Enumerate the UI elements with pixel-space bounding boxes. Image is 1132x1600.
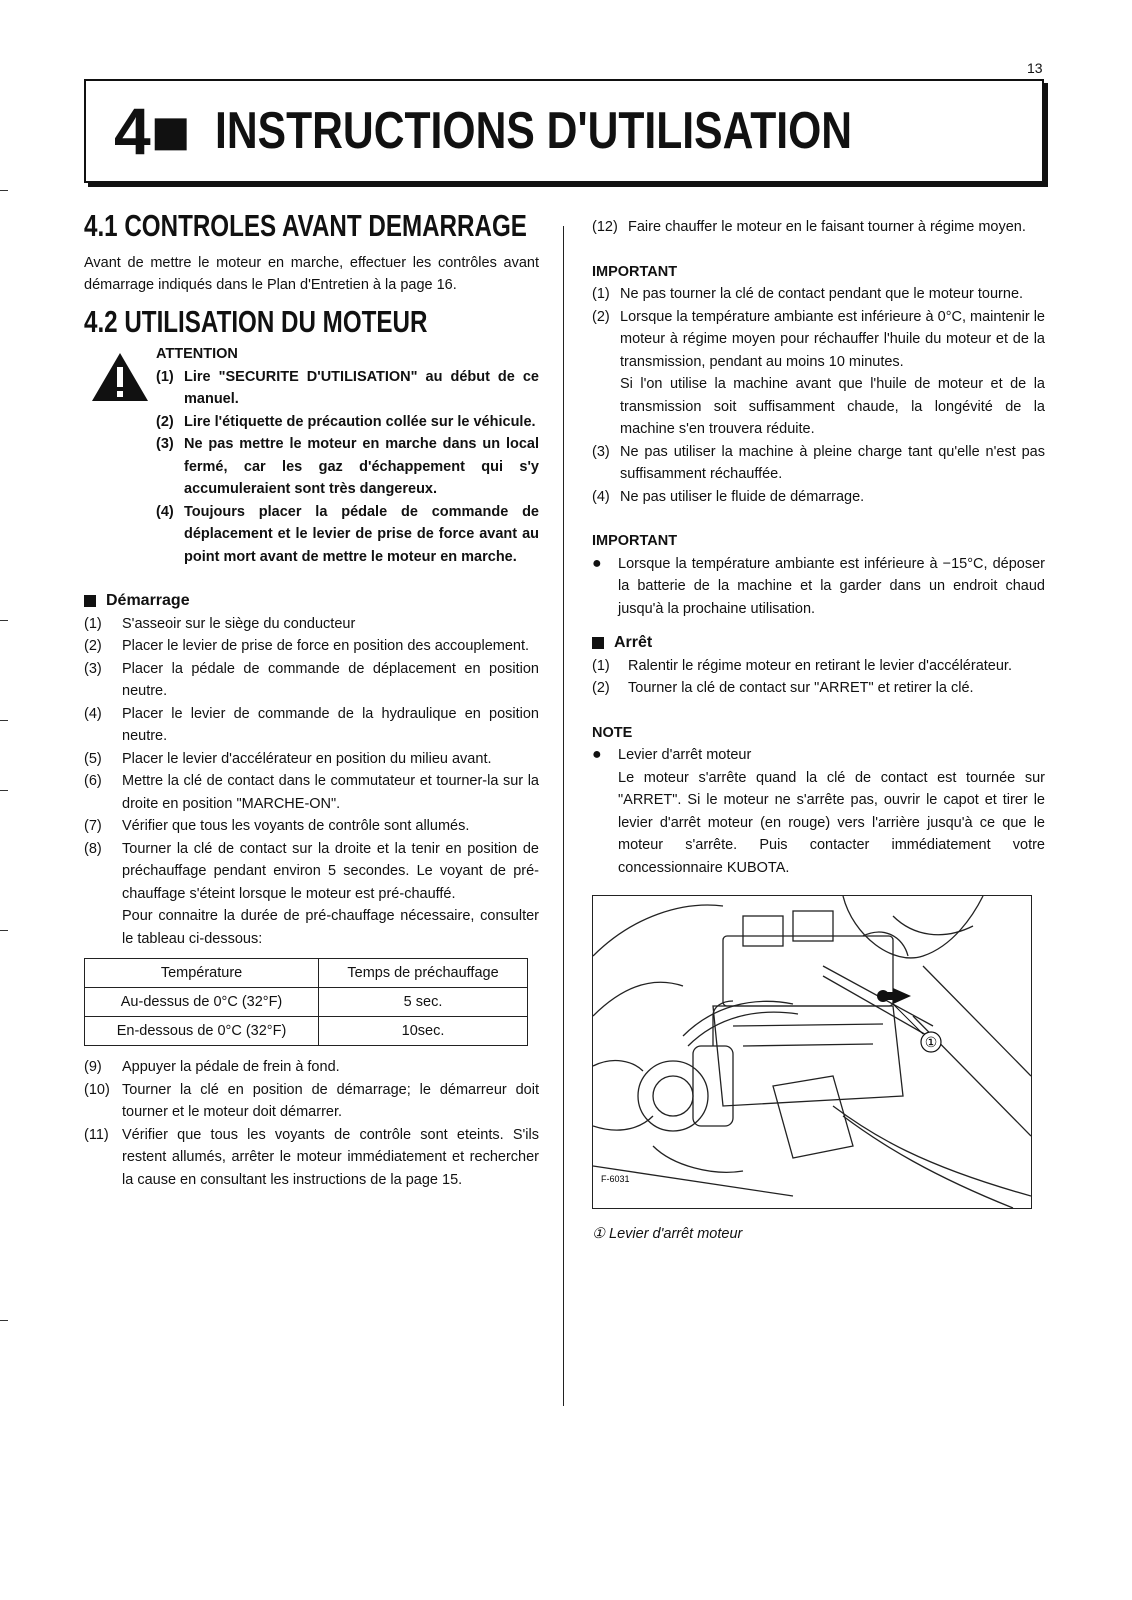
right-column: [592, 216, 1045, 1246]
table-header-row: [85, 959, 528, 988]
arret-item: (2) Tourner la clé de contact sur "ARRET" et retirer la clé.: [592, 680, 974, 696]
margin-tick: [0, 790, 8, 791]
demarrage-heading: Démarrage: [84, 590, 539, 613]
warning-triangle-icon: [84, 351, 156, 403]
attention-label: ATTENTION: [156, 346, 238, 362]
note-bullet: ● Levier d'arrêt moteur: [592, 744, 1045, 767]
demarrage-item-extra: Pour connaitre la durée de pré-chauffage nécessaire, consulter le tableau ci-dessous:: [122, 908, 539, 947]
square-bullet-icon: [592, 637, 604, 649]
demarrage-item: (10) Tourner la clé en position de démarrage; le démarreur doit tourner et le moteur doit démarrer.: [84, 1081, 539, 1120]
table-header-cell: Température: [85, 959, 319, 988]
table-row: [85, 1017, 528, 1046]
attention-item: (3) Ne pas mettre le moteur en marche dans un local fermé, car les gaz d'échappement qui s'y accumuleraient sont très dangereux.: [156, 436, 539, 497]
table-cell: Au-dessus de 0°C (32°F): [85, 988, 319, 1017]
square-bullet-icon: [84, 595, 96, 607]
arret-heading: Arrêt: [592, 632, 1045, 655]
preheat-table: [84, 958, 528, 1046]
important-item: (4) Ne pas utiliser le fluide de démarrage.: [592, 488, 865, 505]
attention-item: (4) Toujours placer la pédale de commande de déplacement et le levier de prise de force avant au point mort avant de mettre le moteur en marche.: [156, 503, 539, 565]
table-cell: 10sec.: [319, 1017, 528, 1046]
demarrage-item: (12) Faire chauffer le moteur en le faisant tourner à régime moyen.: [592, 219, 1026, 235]
figure-callout: ①: [924, 1034, 938, 1050]
demarrage-item: (5) Placer le levier d'accélérateur en position du milieu avant.: [84, 750, 492, 767]
demarrage-item: (4) Placer le levier de commande de la hydraulique en position neutre.: [84, 705, 539, 744]
important-label: IMPORTANT: [592, 263, 678, 280]
chapter-banner: [84, 79, 1044, 183]
table-row: [85, 988, 528, 1017]
engine-illustration: [593, 896, 1031, 1208]
section-4-1-title: 4.1 CONTROLES AVANT DEMARRAGE: [84, 208, 527, 243]
table-cell: 5 sec.: [319, 988, 528, 1017]
attention-item: (1) Lire "SECURITE D'UTILISATION" au début de ce manuel.: [156, 368, 539, 407]
engine-stop-lever-figure: [592, 895, 1032, 1209]
chapter-number: 4: [114, 94, 149, 168]
bullet-dot-icon: ●: [592, 746, 602, 763]
demarrage-item: (9) Appuyer la pédale de frein à fond.: [84, 1059, 340, 1075]
note-label: NOTE: [592, 724, 633, 741]
demarrage-item: (1) S'asseoir sur le siège du conducteur: [84, 615, 356, 632]
page-number: 13: [1027, 60, 1043, 76]
column-divider: [563, 226, 564, 1406]
demarrage-item: (2) Placer le levier de prise de force en position des accouplement.: [84, 638, 530, 654]
bullet-dot-icon: ●: [592, 554, 602, 572]
important-item: (3) Ne pas utiliser la machine à pleine charge tant qu'elle n'est pas suffisamment réchauffée.: [592, 443, 1045, 482]
chapter-title: INSTRUCTIONS D'UTILISATION: [214, 102, 852, 160]
important-item: (1) Ne pas tourner la clé de contact pendant que le moteur tourne.: [592, 286, 1024, 302]
demarrage-item: (7) Vérifier que tous les voyants de contrôle sont allumés.: [84, 818, 470, 834]
margin-tick: [0, 190, 8, 191]
margin-tick: [0, 1320, 8, 1321]
important-item: (2) Lorsque la température ambiante est inférieure à 0°C, maintenir le moteur à régime moyen pour réchauffer l'huile du moteur et de la transmission, pendant au moins 10 minutes.: [592, 308, 1045, 370]
demarrage-item: (6) Mettre la clé de contact dans le commutateur et tourner-la sur la droite en position "MARCHE-ON".: [84, 773, 539, 812]
section-4-2-title: 4.2 UTILISATION DU MOTEUR: [84, 303, 428, 339]
margin-tick: [0, 620, 8, 621]
margin-tick: [0, 930, 8, 931]
margin-tick: [0, 720, 8, 721]
demarrage-item: (11) Vérifier que tous les voyants de contrôle sont eteints. S'ils restent allumés, arrêter le moteur immédiatement et rechercher la cause en consultant les instructions de la page 15.: [84, 1126, 539, 1188]
figure-code: F-6031: [601, 1174, 630, 1184]
table-header-cell: Temps de préchauffage: [319, 959, 528, 988]
figure-caption: ① Levier d'arrêt moteur: [592, 1226, 743, 1242]
attention-block: [84, 343, 539, 568]
demarrage-item: (3) Placer la pédale de commande de déplacement en position neutre.: [84, 660, 539, 699]
important-item-extra: Si l'on utilise la machine avant que l'huile de moteur et de la transmission soit suffisamment chaude, la longévité de la machine s'en trouvera réduite.: [620, 376, 1045, 437]
chapter-dot: ■: [150, 94, 191, 168]
table-cell: En-dessous de 0°C (32°F): [85, 1017, 319, 1046]
important-label: IMPORTANT: [592, 533, 678, 549]
important-bullet: ● Lorsque la température ambiante est inférieure à −15°C, déposer la batterie de la machine et la garder dans un endroit chaud jusqu'à la prochaine utilisation.: [592, 553, 1045, 621]
note-text: Le moteur s'arrête quand la clé de contact est tournée sur "ARRET". Si le moteur ne s'arrête pas, ouvrir le capot et tirer le levier d'arrêt moteur (en rouge) vers l'arrière jusqu'à ce que le moteur s'arrête. Puis contacter immédiatement votre concessionnaire KUBOTA.: [618, 769, 1045, 876]
left-column: [84, 208, 539, 1191]
arret-item: (1) Ralentir le régime moteur en retirant le levier d'accélérateur.: [592, 657, 1012, 674]
attention-item: (2) Lire l'étiquette de précaution collée sur le véhicule.: [156, 413, 536, 430]
demarrage-item: (8) Tourner la clé de contact sur la droite et la tenir en position de préchauffage pendant environ 5 secondes. Le voyant de pré-chauffage s'éteint lorsque le moteur est pré-chauffé.: [84, 840, 539, 902]
section-4-1-text: Avant de mettre le moteur en marche, effectuer les contrôles avant démarrage indiqués dans le Plan d'Entretien à la page 16.: [84, 254, 539, 293]
